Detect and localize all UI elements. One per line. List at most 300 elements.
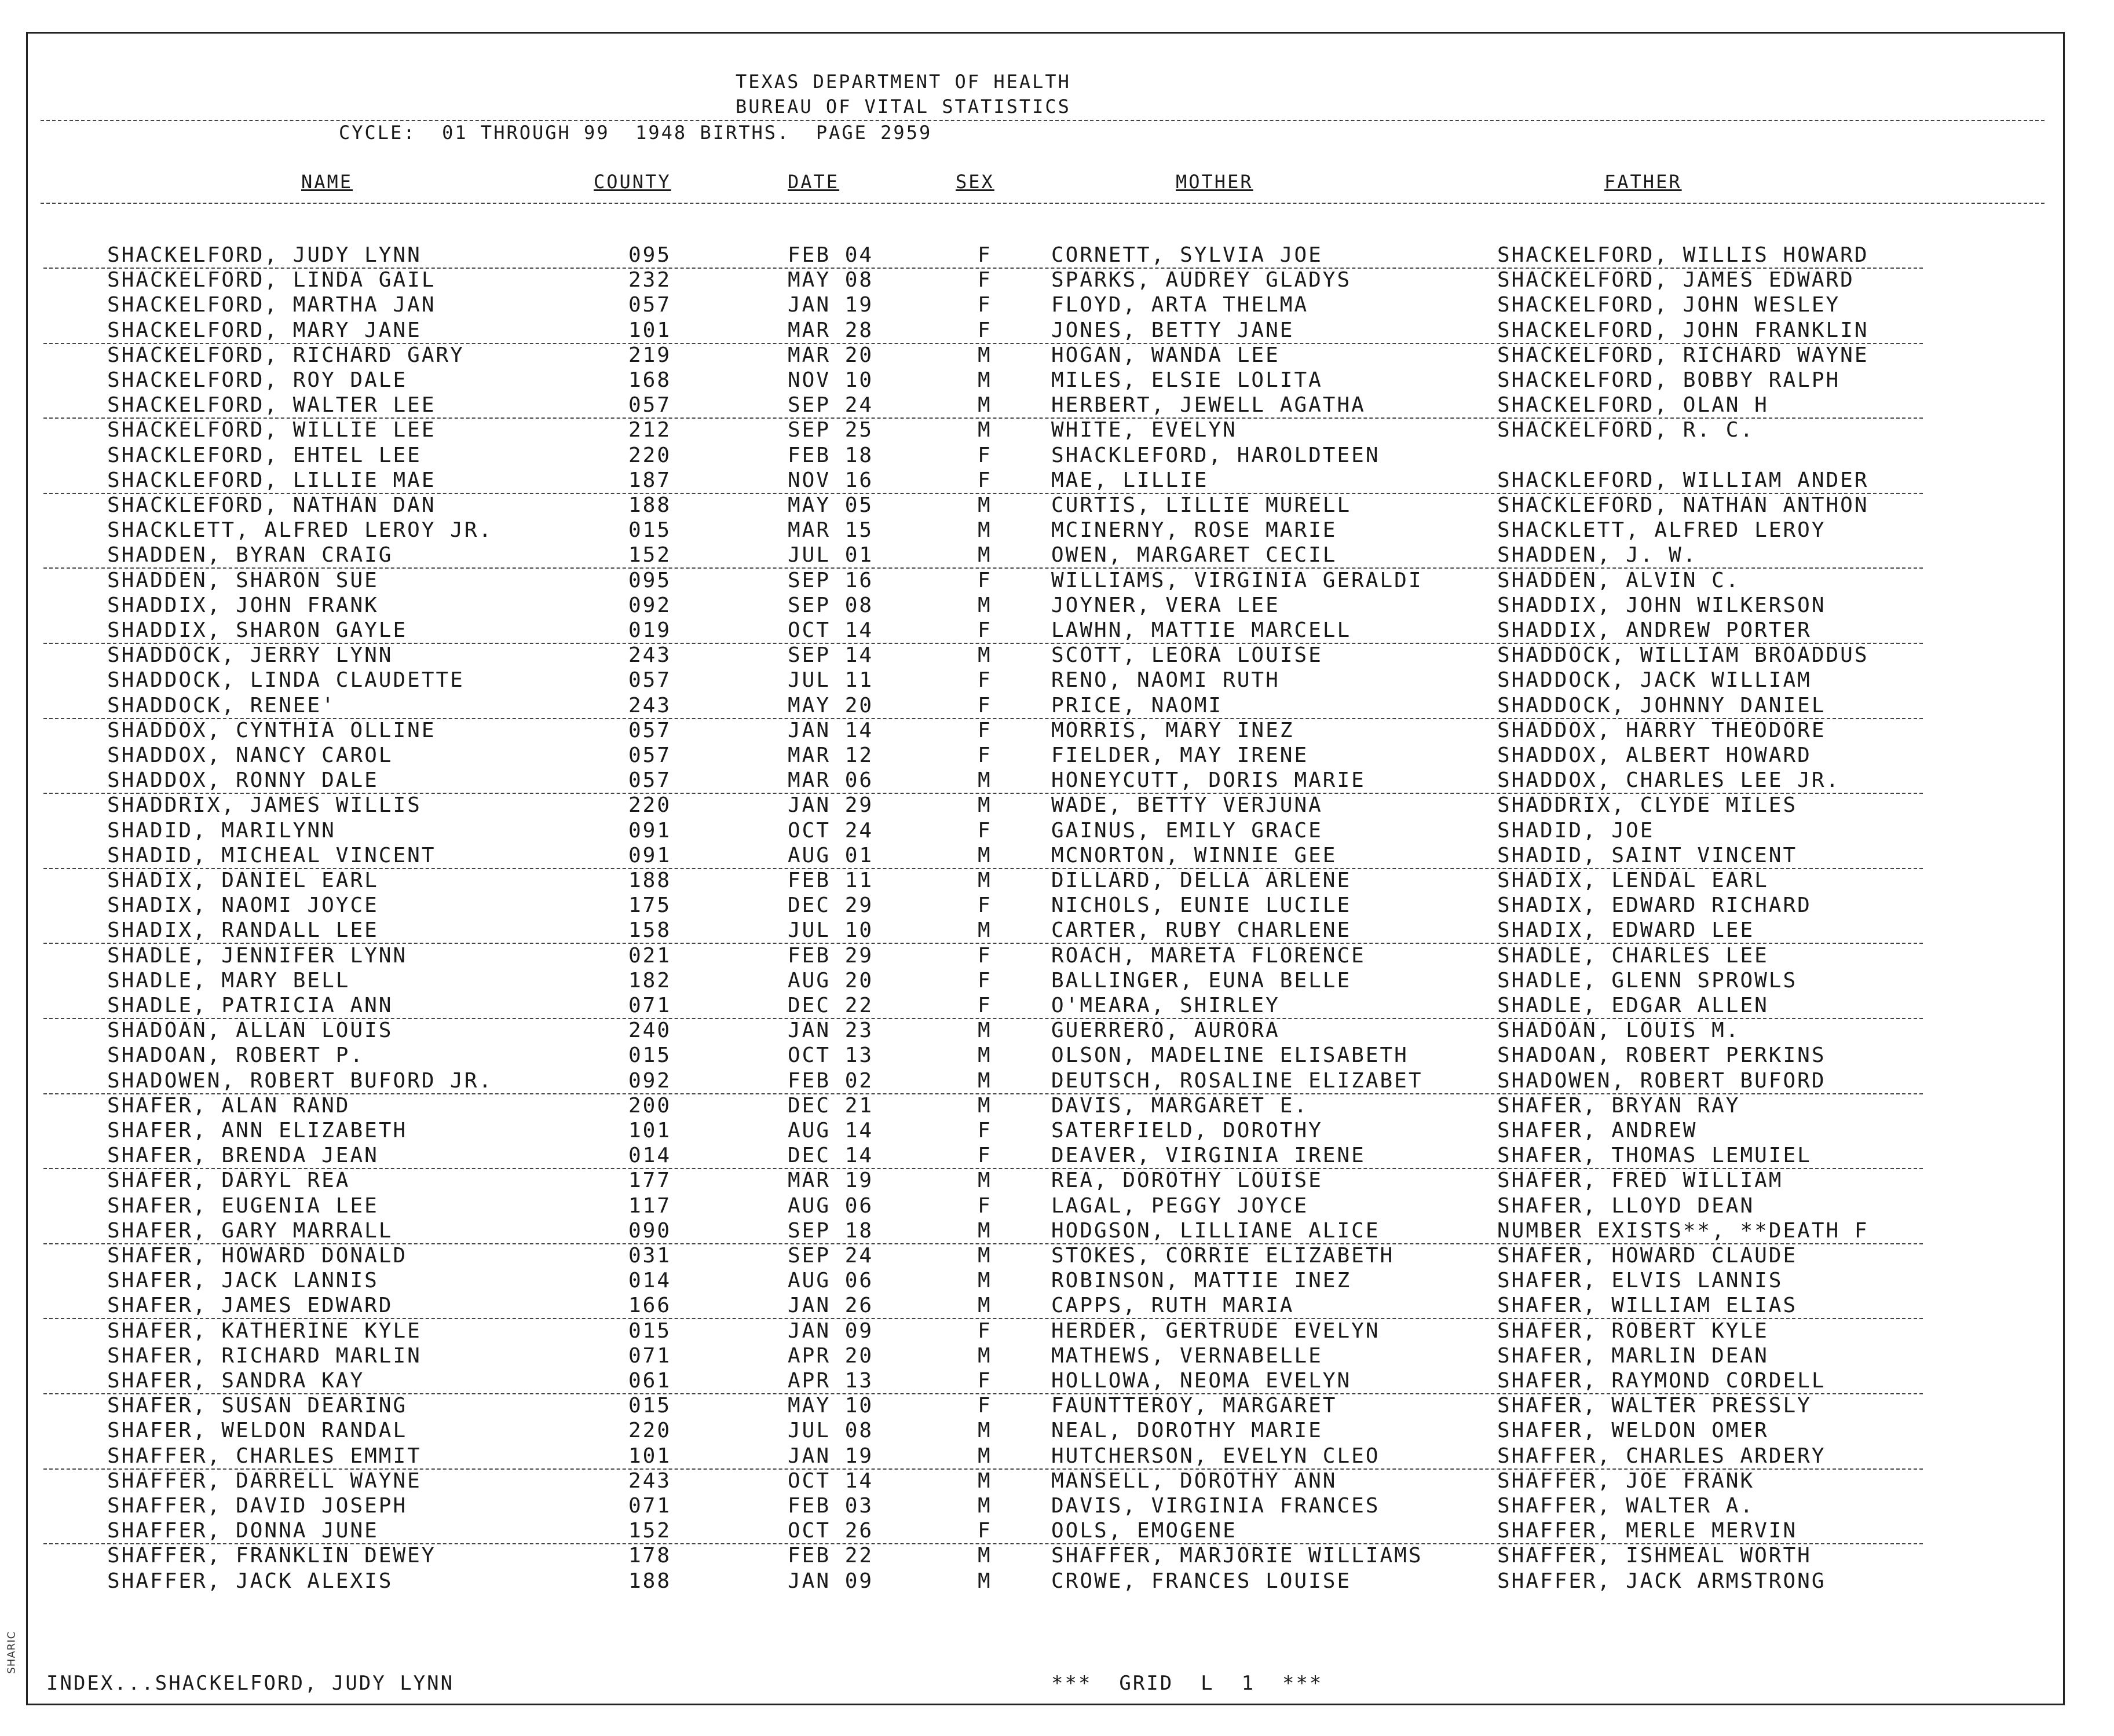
- cell-sex: M: [978, 1494, 992, 1518]
- cell-name: SHAFER, RICHARD MARLIN: [107, 1344, 422, 1368]
- table-row: [0, 1344, 2085, 1369]
- cell-county: 092: [628, 594, 672, 617]
- cell-sex: M: [978, 1019, 992, 1042]
- cell-date: MAR 20: [788, 343, 874, 367]
- col-header-name: NAME: [301, 171, 353, 193]
- cell-father: SHADDOX, HARRY THEODORE: [1497, 719, 1826, 742]
- cell-mother: RENO, NAOMI RUTH: [1051, 668, 1280, 692]
- table-row: [0, 468, 2085, 494]
- cell-date: MAR 06: [788, 768, 874, 792]
- cell-mother: OOLS, EMOGENE: [1051, 1519, 1237, 1543]
- table-row: [0, 368, 2085, 394]
- cell-mother: CROWE, FRANCES LOUISE: [1051, 1569, 1352, 1593]
- cell-county: 091: [628, 819, 672, 843]
- cell-name: SHAFFER, JACK ALEXIS: [107, 1569, 393, 1593]
- cell-date: FEB 22: [788, 1544, 874, 1567]
- cell-mother: CORNETT, SYLVIA JOE: [1051, 243, 1323, 267]
- cell-mother: NEAL, DOROTHY MARIE: [1051, 1419, 1323, 1442]
- cell-county: 057: [628, 293, 672, 317]
- cell-date: JAN 09: [788, 1569, 874, 1593]
- cell-mother: HOGAN, WANDA LEE: [1051, 343, 1280, 367]
- cell-father: SHADLE, EDGAR ALLEN: [1497, 994, 1769, 1017]
- cell-date: MAY 10: [788, 1394, 874, 1418]
- cell-date: MAY 05: [788, 493, 874, 517]
- cell-county: 019: [628, 618, 672, 642]
- cell-father: SHADIX, LENDAL EARL: [1497, 869, 1769, 892]
- cell-father: SHACKELFORD, JOHN FRANKLIN: [1497, 318, 1869, 342]
- cell-name: SHADDRIX, JAMES WILLIS: [107, 793, 422, 817]
- cell-sex: M: [978, 518, 992, 542]
- cell-date: JAN 26: [788, 1294, 874, 1317]
- cell-date: JUL 10: [788, 918, 874, 942]
- cycle-line: CYCLE: 01 THROUGH 99 1948 BIRTHS. PAGE 2959: [339, 122, 932, 144]
- cell-county: 243: [628, 694, 672, 717]
- header-divider: [41, 120, 2044, 121]
- cell-mother: HONEYCUTT, DORIS MARIE: [1051, 768, 1366, 792]
- cell-county: 101: [628, 1444, 672, 1468]
- cell-county: 015: [628, 1043, 672, 1067]
- cell-date: SEP 08: [788, 594, 874, 617]
- index-line: INDEX...SHACKELFORD, JUDY LYNN: [46, 1672, 455, 1695]
- cell-date: JAN 19: [788, 293, 874, 317]
- table-row: [0, 1369, 2085, 1394]
- cell-sex: M: [978, 493, 992, 517]
- cell-county: 071: [628, 1494, 672, 1518]
- cell-sex: F: [978, 819, 992, 843]
- cell-date: OCT 13: [788, 1043, 874, 1067]
- agency-title: TEXAS DEPARTMENT OF HEALTH: [736, 71, 1071, 93]
- cell-name: SHADDOCK, RENEE': [107, 694, 336, 717]
- cell-father: SHADOAN, ROBERT PERKINS: [1497, 1043, 1826, 1067]
- cell-mother: WHITE, EVELYN: [1051, 418, 1237, 442]
- cell-mother: FLOYD, ARTA THELMA: [1051, 293, 1309, 317]
- cell-name: SHAFFER, DONNA JUNE: [107, 1519, 379, 1543]
- cell-county: 158: [628, 918, 672, 942]
- cell-county: 090: [628, 1219, 672, 1243]
- cell-date: JAN 29: [788, 793, 874, 817]
- cell-name: SHADDOX, CYNTHIA OLLINE: [107, 719, 436, 742]
- cell-father: SHADDOCK, JOHNNY DANIEL: [1497, 694, 1826, 717]
- cell-father: SHADDIX, ANDREW PORTER: [1497, 618, 1812, 642]
- cell-date: APR 20: [788, 1344, 874, 1368]
- cell-sex: M: [978, 793, 992, 817]
- cell-mother: OLSON, MADELINE ELISABETH: [1051, 1043, 1409, 1067]
- table-row: [0, 1394, 2085, 1419]
- cell-name: SHADDOCK, JERRY LYNN: [107, 643, 393, 667]
- cell-county: 152: [628, 1519, 672, 1543]
- cell-sex: F: [978, 569, 992, 592]
- table-row: [0, 668, 2085, 694]
- cell-father: SHAFER, RAYMOND CORDELL: [1497, 1369, 1826, 1393]
- cell-county: 175: [628, 893, 672, 917]
- cell-county: 014: [628, 1269, 672, 1292]
- cell-mother: LAGAL, PEGGY JOYCE: [1051, 1194, 1309, 1218]
- cell-county: 166: [628, 1294, 672, 1317]
- cell-father: SHACKLEFORD, WILLIAM ANDER: [1497, 468, 1869, 492]
- cell-name: SHADDIX, SHARON GAYLE: [107, 618, 408, 642]
- cell-sex: F: [978, 618, 992, 642]
- cell-father: SHADLE, CHARLES LEE: [1497, 944, 1769, 968]
- cell-county: 200: [628, 1094, 672, 1118]
- cell-name: SHAFFER, DARRELL WAYNE: [107, 1469, 422, 1493]
- cell-sex: M: [978, 418, 992, 442]
- cell-mother: WADE, BETTY VERJUNA: [1051, 793, 1323, 817]
- cell-mother: DAVIS, VIRGINIA FRANCES: [1051, 1494, 1380, 1518]
- cell-date: SEP 24: [788, 1244, 874, 1268]
- cell-name: SHAFER, JAMES EDWARD: [107, 1294, 393, 1317]
- cell-date: OCT 14: [788, 618, 874, 642]
- table-row: [0, 618, 2085, 644]
- cell-mother: REA, DOROTHY LOUISE: [1051, 1169, 1323, 1192]
- cell-name: SHADDIX, JOHN FRANK: [107, 594, 379, 617]
- cell-county: 177: [628, 1169, 672, 1192]
- cell-mother: DEUTSCH, ROSALINE ELIZABET: [1051, 1069, 1423, 1093]
- cell-mother: ROBINSON, MATTIE INEZ: [1051, 1269, 1352, 1292]
- cell-father: SHAFFER, MERLE MERVIN: [1497, 1519, 1798, 1543]
- cell-father: SHADIX, EDWARD LEE: [1497, 918, 1755, 942]
- cell-name: SHADDEN, SHARON SUE: [107, 569, 379, 592]
- cell-father: SHAFER, WALTER PRESSLY: [1497, 1394, 1812, 1418]
- cell-sex: M: [978, 1294, 992, 1317]
- cell-mother: BALLINGER, EUNA BELLE: [1051, 969, 1352, 992]
- cell-father: SHAFER, THOMAS LEMUIEL: [1497, 1144, 1812, 1167]
- cell-father: SHACKELFORD, WILLIS HOWARD: [1497, 243, 1869, 267]
- cell-county: 152: [628, 543, 672, 567]
- cell-father: SHADLE, GLENN SPROWLS: [1497, 969, 1798, 992]
- table-row: [0, 444, 2085, 469]
- cell-date: JAN 23: [788, 1019, 874, 1042]
- cell-mother: MORRIS, MARY INEZ: [1051, 719, 1294, 742]
- cell-mother: HUTCHERSON, EVELYN CLEO: [1051, 1444, 1380, 1468]
- cell-county: 057: [628, 719, 672, 742]
- col-header-county: COUNTY: [594, 171, 671, 193]
- cell-date: FEB 02: [788, 1069, 874, 1093]
- cell-sex: F: [978, 318, 992, 342]
- cell-name: SHACKELFORD, RICHARD GARY: [107, 343, 465, 367]
- cell-sex: F: [978, 1394, 992, 1418]
- cell-father: SHACKELFORD, R. C.: [1497, 418, 1755, 442]
- table-row: [0, 1294, 2085, 1319]
- cell-mother: MATHEWS, VERNABELLE: [1051, 1344, 1323, 1368]
- cell-mother: SHACKLEFORD, HAROLDTEEN: [1051, 444, 1380, 467]
- table-row: [0, 1169, 2085, 1194]
- cell-mother: JOYNER, VERA LEE: [1051, 594, 1280, 617]
- table-row: [0, 1444, 2085, 1470]
- table-row: [0, 393, 2085, 419]
- cell-county: 091: [628, 844, 672, 867]
- table-row: [0, 1269, 2085, 1294]
- cell-sex: M: [978, 1094, 992, 1118]
- cell-mother: O'MEARA, SHIRLEY: [1051, 994, 1280, 1017]
- cell-sex: M: [978, 1219, 992, 1243]
- cell-sex: F: [978, 1519, 992, 1543]
- cell-county: 243: [628, 643, 672, 667]
- cell-mother: FAUNTTEROY, MARGARET: [1051, 1394, 1337, 1418]
- table-row: [0, 1119, 2085, 1144]
- cell-father: SHADDOX, CHARLES LEE JR.: [1497, 768, 1841, 792]
- table-row: [0, 1194, 2085, 1219]
- cell-mother: HODGSON, LILLIANE ALICE: [1051, 1219, 1380, 1243]
- table-row: [0, 869, 2085, 894]
- cell-name: SHAFER, KATHERINE KYLE: [107, 1319, 422, 1343]
- cell-name: SHACKELFORD, LINDA GAIL: [107, 268, 436, 292]
- cell-father: SHAFER, MARLIN DEAN: [1497, 1344, 1769, 1368]
- cell-date: FEB 18: [788, 444, 874, 467]
- cell-name: SHAFER, WELDON RANDAL: [107, 1419, 408, 1442]
- cell-county: 095: [628, 569, 672, 592]
- table-row: [0, 893, 2085, 919]
- cell-mother: MCNORTON, WINNIE GEE: [1051, 844, 1337, 867]
- table-row: [0, 569, 2085, 594]
- cell-mother: CAPPS, RUTH MARIA: [1051, 1294, 1294, 1317]
- cell-sex: M: [978, 1469, 992, 1493]
- table-row: [0, 1043, 2085, 1069]
- cell-date: OCT 26: [788, 1519, 874, 1543]
- table-row: [0, 969, 2085, 994]
- cell-sex: F: [978, 293, 992, 317]
- cell-county: 219: [628, 343, 672, 367]
- side-label: SHARIC: [5, 1631, 18, 1674]
- cell-county: 188: [628, 1569, 672, 1593]
- cell-county: 188: [628, 869, 672, 892]
- cell-father: SHADDRIX, CLYDE MILES: [1497, 793, 1798, 817]
- cell-mother: DAVIS, MARGARET E.: [1051, 1094, 1309, 1118]
- cell-father: SHADOAN, LOUIS M.: [1497, 1019, 1740, 1042]
- table-row: [0, 1219, 2085, 1244]
- cell-sex: M: [978, 844, 992, 867]
- cell-name: SHAFER, SANDRA KAY: [107, 1369, 365, 1393]
- cell-sex: M: [978, 768, 992, 792]
- cell-date: MAR 15: [788, 518, 874, 542]
- cell-mother: ROACH, MARETA FLORENCE: [1051, 944, 1366, 968]
- cell-sex: M: [978, 1043, 992, 1067]
- cell-sex: F: [978, 444, 992, 467]
- cell-date: OCT 24: [788, 819, 874, 843]
- table-row: [0, 243, 2085, 269]
- cell-father: SHAFFER, JACK ARMSTRONG: [1497, 1569, 1826, 1593]
- cell-date: SEP 18: [788, 1219, 874, 1243]
- table-row: [0, 819, 2085, 844]
- cell-father: SHAFFER, ISHMEAL WORTH: [1497, 1544, 1812, 1567]
- table-row: [0, 719, 2085, 744]
- table-row: [0, 844, 2085, 869]
- cell-date: AUG 06: [788, 1194, 874, 1218]
- cell-county: 117: [628, 1194, 672, 1218]
- cell-date: NOV 10: [788, 368, 874, 392]
- cell-sex: F: [978, 969, 992, 992]
- table-row: [0, 1319, 2085, 1345]
- cell-name: SHAFER, EUGENIA LEE: [107, 1194, 379, 1218]
- cell-mother: GAINUS, EMILY GRACE: [1051, 819, 1323, 843]
- cell-mother: DEAVER, VIRGINIA IRENE: [1051, 1144, 1366, 1167]
- cell-sex: M: [978, 393, 992, 417]
- cell-mother: SATERFIELD, DOROTHY: [1051, 1119, 1323, 1142]
- cell-name: SHADDOCK, LINDA CLAUDETTE: [107, 668, 465, 692]
- cell-mother: SCOTT, LEORA LOUISE: [1051, 643, 1323, 667]
- cell-sex: M: [978, 343, 992, 367]
- table-row: [0, 694, 2085, 719]
- cell-name: SHADLE, PATRICIA ANN: [107, 994, 393, 1017]
- cell-sex: M: [978, 1419, 992, 1442]
- cell-date: JUL 08: [788, 1419, 874, 1442]
- cell-mother: STOKES, CORRIE ELIZABETH: [1051, 1244, 1395, 1268]
- table-row: [0, 1244, 2085, 1269]
- cell-mother: PRICE, NAOMI: [1051, 694, 1223, 717]
- cell-name: SHADID, MARILYNN: [107, 819, 336, 843]
- cell-sex: F: [978, 243, 992, 267]
- cell-father: SHAFER, WILLIAM ELIAS: [1497, 1294, 1798, 1317]
- table-row: [0, 1019, 2085, 1044]
- cell-father: SHADOWEN, ROBERT BUFORD: [1497, 1069, 1826, 1093]
- cell-sex: M: [978, 594, 992, 617]
- cell-mother: HOLLOWA, NEOMA EVELYN: [1051, 1369, 1352, 1393]
- cell-name: SHACKELFORD, WALTER LEE: [107, 393, 436, 417]
- table-row: [0, 793, 2085, 819]
- cell-sex: F: [978, 944, 992, 968]
- cell-mother: DILLARD, DELLA ARLENE: [1051, 869, 1352, 892]
- cell-sex: M: [978, 368, 992, 392]
- cell-county: 182: [628, 969, 672, 992]
- cell-father: SHAFER, HOWARD CLAUDE: [1497, 1244, 1798, 1268]
- cell-name: SHADIX, NAOMI JOYCE: [107, 893, 379, 917]
- cell-date: SEP 24: [788, 393, 874, 417]
- cell-sex: M: [978, 1169, 992, 1192]
- cell-mother: CARTER, RUBY CHARLENE: [1051, 918, 1352, 942]
- cell-name: SHAFER, DARYL REA: [107, 1169, 350, 1192]
- cell-sex: F: [978, 1119, 992, 1142]
- table-row: [0, 1094, 2085, 1119]
- cell-county: 101: [628, 1119, 672, 1142]
- cell-county: 021: [628, 944, 672, 968]
- cell-county: 015: [628, 1394, 672, 1418]
- cell-county: 220: [628, 1419, 672, 1442]
- table-row: [0, 493, 2085, 519]
- cell-sex: M: [978, 643, 992, 667]
- cell-name: SHAFER, ALAN RAND: [107, 1094, 350, 1118]
- cell-date: MAY 20: [788, 694, 874, 717]
- cell-name: SHACKELFORD, WILLIE LEE: [107, 418, 436, 442]
- cell-name: SHAFFER, FRANKLIN DEWEY: [107, 1544, 436, 1567]
- cell-county: 015: [628, 518, 672, 542]
- cell-father: SHADDOX, ALBERT HOWARD: [1497, 744, 1812, 767]
- table-row: [0, 1144, 2085, 1169]
- cell-county: 187: [628, 468, 672, 492]
- cell-father: SHADID, SAINT VINCENT: [1497, 844, 1798, 867]
- cell-father: SHAFER, ROBERT KYLE: [1497, 1319, 1769, 1343]
- cell-county: 057: [628, 393, 672, 417]
- cell-name: SHADLE, MARY BELL: [107, 969, 350, 992]
- cell-name: SHACKELFORD, ROY DALE: [107, 368, 408, 392]
- table-row: [0, 1569, 2085, 1595]
- cell-county: 057: [628, 768, 672, 792]
- table-row: [0, 343, 2085, 369]
- cell-father: SHACKELFORD, OLAN H: [1497, 393, 1769, 417]
- cell-name: SHADDOX, RONNY DALE: [107, 768, 379, 792]
- cell-mother: SHAFFER, MARJORIE WILLIAMS: [1051, 1544, 1423, 1567]
- cell-father: SHAFER, BRYAN RAY: [1497, 1094, 1740, 1118]
- cell-sex: F: [978, 268, 992, 292]
- grid-line: *** GRID L 1 ***: [1051, 1672, 1323, 1695]
- cell-county: 061: [628, 1369, 672, 1393]
- cell-county: 240: [628, 1019, 672, 1042]
- cell-mother: WILLIAMS, VIRGINIA GERALDI: [1051, 569, 1423, 592]
- cell-name: SHAFER, SUSAN DEARING: [107, 1394, 408, 1418]
- cell-name: SHAFER, JACK LANNIS: [107, 1269, 379, 1292]
- cell-date: SEP 25: [788, 418, 874, 442]
- table-row: [0, 1544, 2085, 1569]
- cell-county: 243: [628, 1469, 672, 1493]
- cell-name: SHADLE, JENNIFER LYNN: [107, 944, 408, 968]
- cell-name: SHACKLEFORD, LILLIE MAE: [107, 468, 436, 492]
- table-row: [0, 1469, 2085, 1495]
- cell-father: SHACKELFORD, RICHARD WAYNE: [1497, 343, 1869, 367]
- table-row: [0, 1519, 2085, 1544]
- cell-date: AUG 01: [788, 844, 874, 867]
- cell-name: SHAFER, GARY MARRALL: [107, 1219, 393, 1243]
- cell-date: JUL 01: [788, 543, 874, 567]
- table-row: [0, 543, 2085, 569]
- cell-date: APR 13: [788, 1369, 874, 1393]
- cell-sex: F: [978, 694, 992, 717]
- table-row: [0, 1419, 2085, 1444]
- cell-father: SHACKELFORD, JOHN WESLEY: [1497, 293, 1841, 317]
- cell-sex: F: [978, 719, 992, 742]
- cell-county: 057: [628, 744, 672, 767]
- cell-sex: F: [978, 893, 992, 917]
- cell-sex: M: [978, 1444, 992, 1468]
- cell-date: MAR 19: [788, 1169, 874, 1192]
- col-header-date: DATE: [788, 171, 840, 193]
- cell-father: SHACKLETT, ALFRED LEROY: [1497, 518, 1826, 542]
- cell-father: SHACKELFORD, JAMES EDWARD: [1497, 268, 1855, 292]
- table-row: [0, 944, 2085, 969]
- table-row: [0, 518, 2085, 544]
- cell-father: SHAFFER, JOE FRANK: [1497, 1469, 1755, 1493]
- cell-date: DEC 22: [788, 994, 874, 1017]
- cell-county: 178: [628, 1544, 672, 1567]
- cell-date: JUL 11: [788, 668, 874, 692]
- cell-father: SHAFER, ANDREW: [1497, 1119, 1698, 1142]
- table-row: [0, 318, 2085, 344]
- cell-name: SHACKLEFORD, NATHAN DAN: [107, 493, 436, 517]
- cell-father: SHAFFER, CHARLES ARDERY: [1497, 1444, 1826, 1468]
- cell-date: FEB 11: [788, 869, 874, 892]
- cell-sex: M: [978, 543, 992, 567]
- cell-mother: JONES, BETTY JANE: [1051, 318, 1294, 342]
- cell-county: 095: [628, 243, 672, 267]
- cell-sex: M: [978, 918, 992, 942]
- cell-mother: MCINERNY, ROSE MARIE: [1051, 518, 1337, 542]
- cell-date: DEC 21: [788, 1094, 874, 1118]
- cell-date: SEP 14: [788, 643, 874, 667]
- cell-name: SHACKELFORD, JUDY LYNN: [107, 243, 422, 267]
- cell-county: 071: [628, 994, 672, 1017]
- cell-mother: OWEN, MARGARET CECIL: [1051, 543, 1337, 567]
- cell-father: SHADIX, EDWARD RICHARD: [1497, 893, 1812, 917]
- cell-date: JAN 14: [788, 719, 874, 742]
- cell-date: MAY 08: [788, 268, 874, 292]
- table-row: [0, 768, 2085, 794]
- cell-name: SHADID, MICHEAL VINCENT: [107, 844, 436, 867]
- cell-date: FEB 29: [788, 944, 874, 968]
- cell-father: SHADDIX, JOHN WILKERSON: [1497, 594, 1826, 617]
- cell-sex: M: [978, 1069, 992, 1093]
- cell-sex: F: [978, 994, 992, 1017]
- table-row: [0, 268, 2085, 294]
- cell-father: SHADDOCK, JACK WILLIAM: [1497, 668, 1812, 692]
- cell-sex: F: [978, 668, 992, 692]
- cell-father: SHADDEN, ALVIN C.: [1497, 569, 1740, 592]
